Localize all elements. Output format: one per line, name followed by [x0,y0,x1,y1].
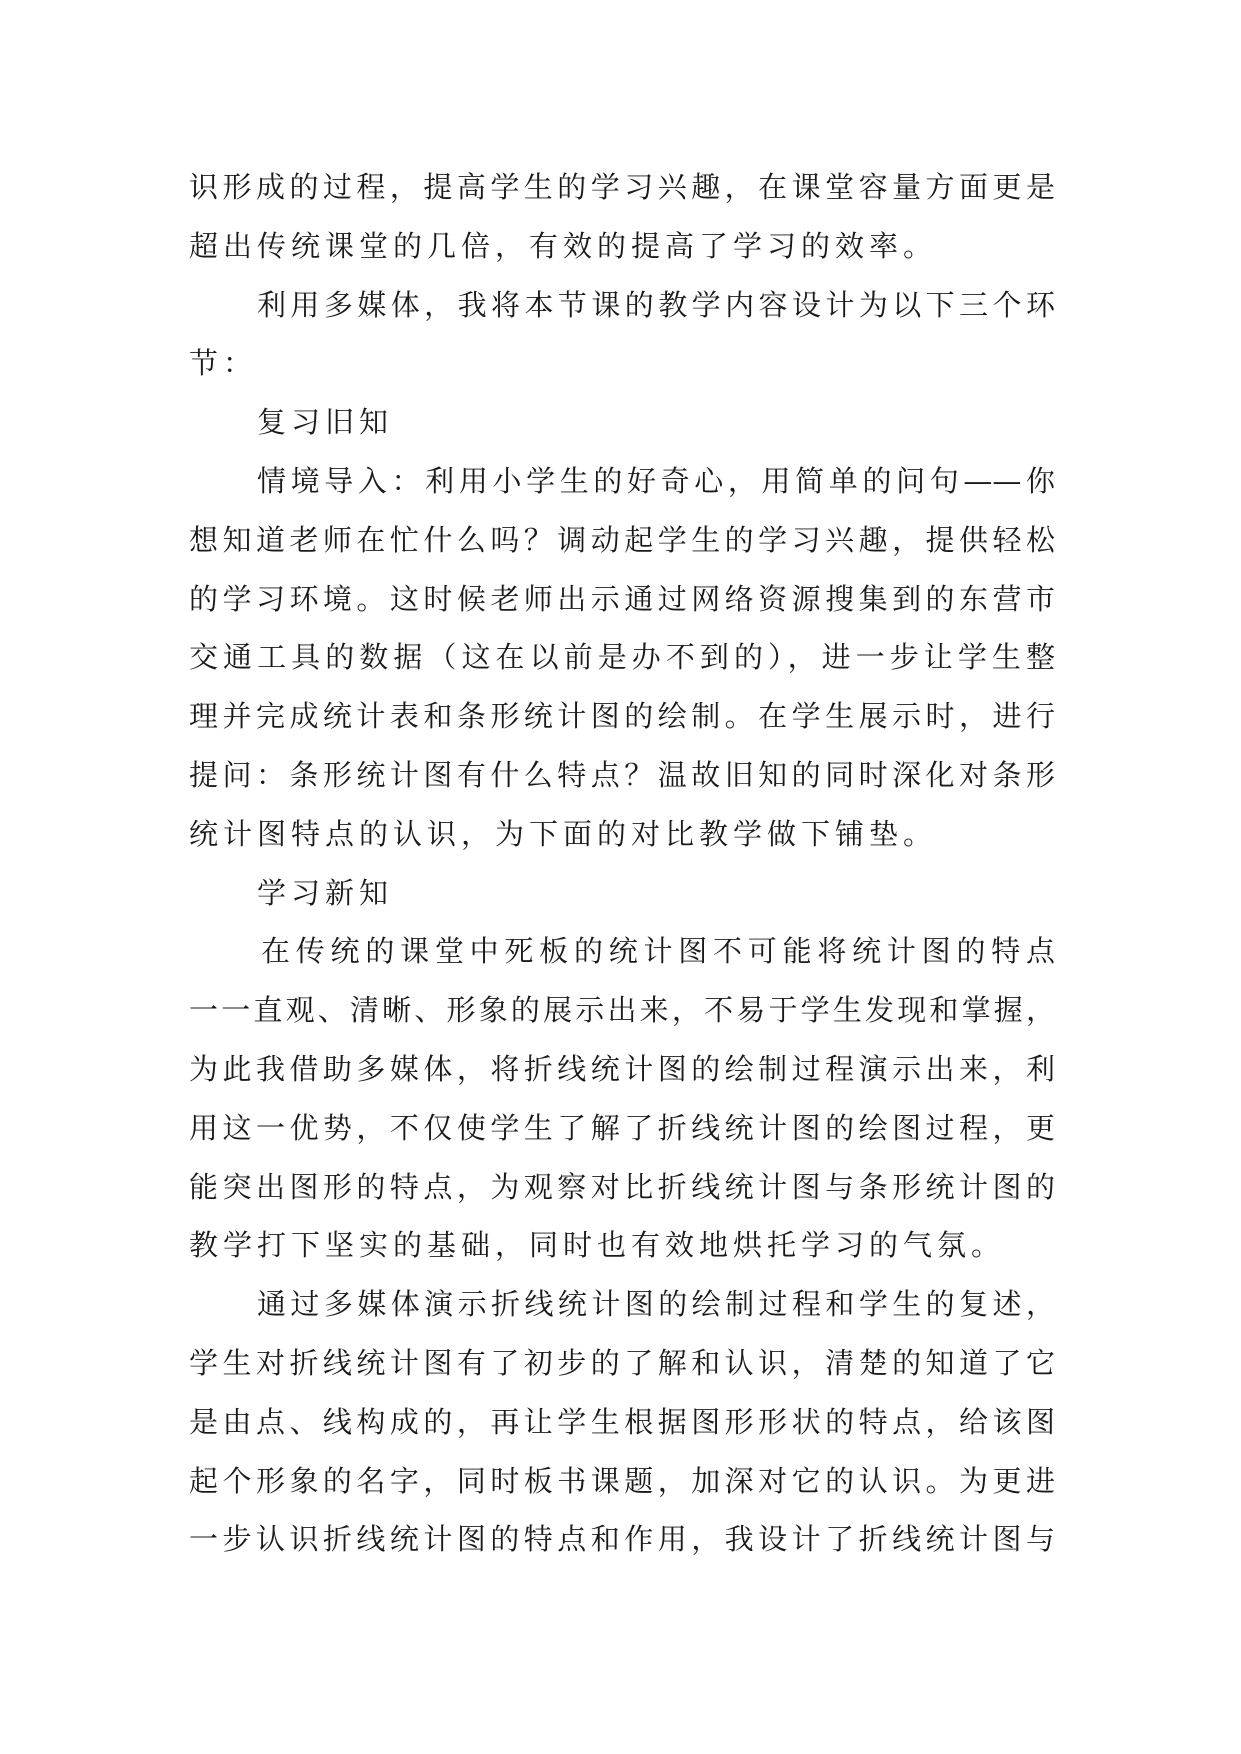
text-line: 一步认识折线统计图的特点和作用，我设计了折线统计图与 [189,1522,1055,1557]
text-line: 是由点、线构成的，再让学生根据图形形状的特点，给该图 [189,1404,1055,1439]
text-line: 交通工具的数据（这在以前是办不到的），进一步让学生整 [189,640,1055,675]
text-line: 能突出图形的特点，为观察对比折线统计图与条形统计图的 [189,1169,1055,1204]
text-line: 在传统的课堂中死板的统计图不可能将统计图的特点 [261,934,1055,969]
section-heading: 复习旧知 [257,405,394,440]
text-line: 节： [189,346,258,381]
text-line: 统计图特点的认识，为下面的对比教学做下铺垫。 [189,816,938,851]
text-line: 情境导入：利用小学生的好奇心，用简单的问句——你 [257,463,1055,498]
text-line: 想知道老师在忙什么吗？调动起学生的学习兴趣，提供轻松 [189,522,1055,557]
section-heading: 学习新知 [257,875,394,910]
text-line: 用这一优势，不仅使学生了解了折线统计图的绘图过程，更 [189,1110,1055,1145]
text-line: 起个形象的名字，同时板书课题，加深对它的认识。为更进 [189,1463,1055,1498]
text-line: 通过多媒体演示折线统计图的绘制过程和学生的复述， [257,1287,1055,1322]
text-line: 为此我借助多媒体，将折线统计图的绘制过程演示出来，利 [189,1051,1055,1086]
text-line: 理并完成统计表和条形统计图的绘制。在学生展示时，进行 [189,699,1055,734]
text-line: 学生对折线统计图有了初步的了解和认识，清楚的知道了它 [189,1345,1055,1380]
text-line: 超出传统课堂的几倍，有效的提高了学习的效率。 [189,228,938,263]
document-body [189,158,1055,1569]
text-line: 一一直观、清晰、形象的展示出来，不易于学生发现和掌握， [189,993,1055,1028]
text-line: 教学打下坚实的基础，同时也有效地烘托学习的气氛。 [189,1228,1006,1263]
text-line: 的学习环境。这时候老师出示通过网络资源搜集到的东营市 [189,581,1055,616]
text-line: 提问：条形统计图有什么特点？温故旧知的同时深化对条形 [189,757,1055,792]
text-line: 识形成的过程，提高学生的学习兴趣，在课堂容量方面更是 [189,170,1055,204]
text-line: 利用多媒体，我将本节课的教学内容设计为以下三个环 [257,287,1055,322]
